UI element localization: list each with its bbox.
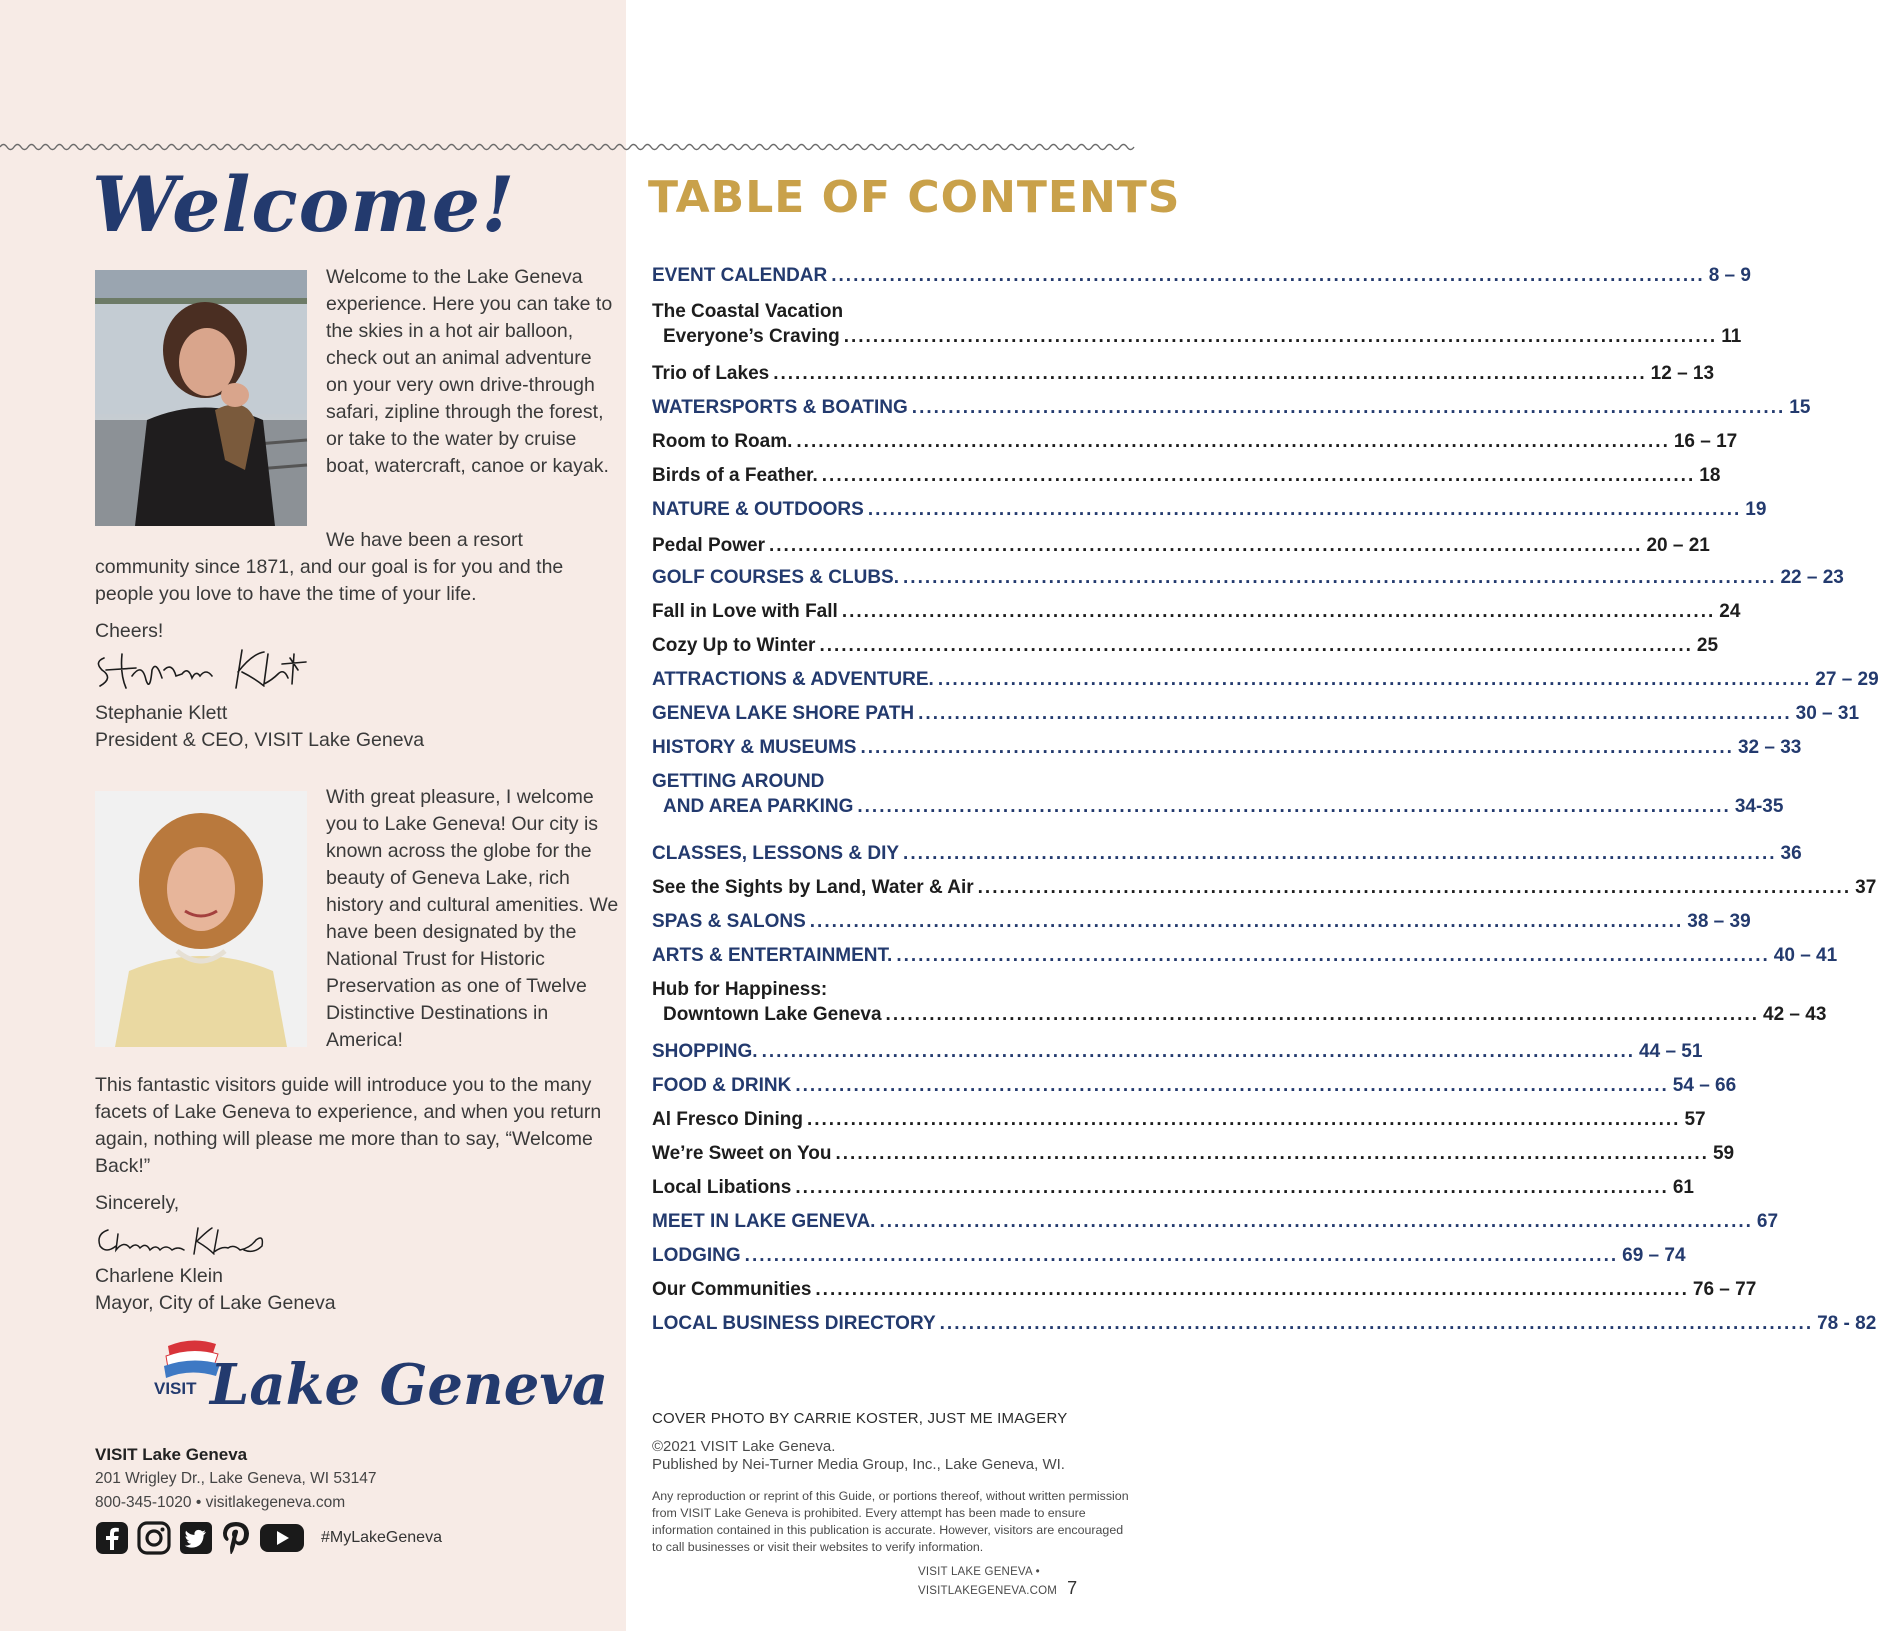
toc-item-page: 20 – 21 <box>1646 535 1710 556</box>
toc-item <box>652 497 1767 522</box>
toc-item <box>652 463 1721 488</box>
toc-leader-dots: ........................................................................................................................ <box>773 363 1647 384</box>
toc-item-page: 54 – 66 <box>1672 1075 1737 1096</box>
toc-item-page: 27 – 29 <box>1815 669 1879 690</box>
toc-item-label-line1: Hub for Happiness: <box>652 979 828 1000</box>
toc-item-label: FOOD & DRINK <box>652 1075 792 1096</box>
toc-leader-dots: ........................................................................................................................ <box>896 945 1770 966</box>
toc-item-page: 76 – 77 <box>1692 1279 1757 1300</box>
toc-item <box>652 1311 1877 1336</box>
toc-item-label: AND AREA PARKING <box>663 796 854 817</box>
disclaimer: Any reproduction or reprint of this Guide, or portions thereof, without written permission from VISIT Lake Geneva is prohibited. Every attempt has been made to ensure information contained in this publication is accurate. However, visitors are encouraged to call businesses or visit their websites to verify information. <box>652 1489 1129 1554</box>
toc-item <box>652 667 1879 692</box>
signer1-title: President & CEO, VISIT Lake Geneva <box>95 729 425 751</box>
toc-leader-dots: ........................................................................................................................ <box>885 1004 1760 1025</box>
footer-site: VISIT LAKE GENEVA • VISITLAKEGENEVA.COM <box>918 1566 1058 1597</box>
toc-item-page: 57 <box>1684 1109 1706 1130</box>
welcome-paragraph-2-start: We have been a resort <box>326 529 523 551</box>
toc-leader-dots: ........................................................................................................................ <box>939 1313 1814 1334</box>
toc-item-page: 69 – 74 <box>1622 1245 1686 1266</box>
toc-leader-dots: ........................................................................................................................ <box>819 635 1693 656</box>
toc-item-label: SHOPPING. <box>652 1041 758 1062</box>
toc-leader-dots: ........................................................................................................................ <box>796 431 1670 452</box>
copyright-block <box>652 1438 1122 1474</box>
toc-leader-dots: ........................................................................................................................ <box>806 1109 1681 1130</box>
toc-item-label: GOLF COURSES & CLUBS. <box>652 567 900 588</box>
toc-leader-dots: ........................................................................................................................ <box>815 1279 1689 1300</box>
toc-item-page: 11 <box>1721 326 1742 347</box>
toc-item-page: 40 – 41 <box>1773 945 1838 966</box>
toc-item-label: MEET IN LAKE GENEVA. <box>652 1211 876 1232</box>
toc-item <box>652 565 1844 590</box>
photo-charlene-klein <box>95 791 307 1047</box>
toc-leader-dots: ........................................................................................................................ <box>809 911 1684 932</box>
toc-item-label: Local Libations <box>652 1177 792 1198</box>
toc-item-page: 34-35 <box>1734 796 1784 817</box>
org-address: 201 Wrigley Dr., Lake Geneva, WI 53147 <box>95 1470 377 1487</box>
youtube-icon[interactable] <box>259 1521 305 1555</box>
toc-item <box>652 533 1710 558</box>
toc-leader-dots: ........................................................................................................................ <box>937 669 1812 690</box>
toc-heading: TABLE OF CONTENTS <box>648 172 1181 223</box>
toc-item-page: 12 – 13 <box>1650 363 1715 384</box>
toc-item <box>652 395 1811 420</box>
toc-item <box>652 1073 1737 1098</box>
toc-item-label: Pedal Power <box>652 535 765 556</box>
toc-item <box>652 1107 1706 1132</box>
toc-item-label: Al Fresco Dining <box>652 1109 803 1130</box>
toc-item-label: Fall in Love with Fall <box>652 601 838 622</box>
toc-item-label: Downtown Lake Geneva <box>663 1004 882 1025</box>
toc-item-label: EVENT CALENDAR <box>652 265 828 286</box>
toc-item-label: LODGING <box>652 1245 741 1266</box>
twitter-icon[interactable] <box>179 1521 213 1555</box>
welcome-heading: Welcome! <box>92 160 516 249</box>
toc-item-label: NATURE & OUTDOORS <box>652 499 864 520</box>
toc-item-label-line1: GETTING AROUND <box>652 771 825 792</box>
social-icons <box>95 1521 442 1555</box>
toc-item-label: Birds of a Feather. <box>652 465 818 486</box>
toc-item-page: 42 – 43 <box>1763 1004 1827 1025</box>
welcome-paragraph-4: This fantastic visitors guide will introduce you to the many facets of Lake Geneva to experience, and when you return again, nothing will please me more than to say, “Welcome Back!” <box>95 1074 602 1177</box>
toc-item <box>652 943 1838 968</box>
toc-item-page: 18 <box>1699 465 1721 486</box>
instagram-icon[interactable] <box>137 1521 171 1555</box>
toc-item-label: HISTORY & MUSEUMS <box>652 737 857 758</box>
signer2-title: Mayor, City of Lake Geneva <box>95 1292 336 1314</box>
signature-charlene-klein <box>94 1220 274 1260</box>
toc-leader-dots: ........................................................................................................................ <box>795 1075 1669 1096</box>
toc-leader-dots: ........................................................................................................................ <box>879 1211 1753 1232</box>
toc-leader-dots: ........................................................................................................................ <box>769 535 1643 556</box>
toc-item-page: 16 – 17 <box>1673 431 1738 452</box>
toc-item-label: SPAS & SALONS <box>652 911 806 932</box>
wavy-divider <box>0 140 1130 154</box>
toc-item <box>652 909 1751 934</box>
toc-item-page: 36 <box>1780 843 1802 864</box>
toc-item-label: Trio of Lakes <box>652 363 770 384</box>
toc-item-label: WATERSPORTS & BOATING <box>652 397 908 418</box>
toc-item <box>652 1277 1757 1302</box>
toc-leader-dots: ........................................................................................................................ <box>860 737 1734 758</box>
closing-cheers: Cheers! <box>95 620 164 642</box>
toc-leader-dots: ........................................................................................................................ <box>744 1245 1619 1266</box>
toc-item <box>652 361 1715 386</box>
visit-lake-geneva-logo <box>152 1332 609 1418</box>
signature-stephanie-klett <box>92 640 312 698</box>
toc-item <box>652 633 1719 658</box>
toc-leader-dots: ........................................................................................................................ <box>761 1041 1636 1062</box>
toc-leader-dots: ........................................................................................................................ <box>911 397 1786 418</box>
toc-item <box>652 429 1738 454</box>
org-contact: 800-345-1020 • visitlakegeneva.com <box>95 1494 346 1511</box>
toc-item-page: 30 – 31 <box>1795 703 1860 724</box>
toc-item-page: 59 <box>1712 1143 1735 1164</box>
toc-item <box>652 1039 1703 1064</box>
toc-leader-dots: ........................................................................................................................ <box>795 1177 1669 1198</box>
welcome-paragraph-1: Welcome to the Lake Geneva experience. Here you can take to the skies in a hot air balloon, check out an animal adventure on your very own drive-through safari, zipline through the forest, or take to the water by cruise boat, watercraft, canoe or kayak. <box>326 266 613 477</box>
toc-item-label: Everyone’s Craving <box>663 326 840 347</box>
logo-visit-text: VISIT <box>154 1379 197 1398</box>
toc-item-label: See the Sights by Land, Water & Air <box>652 877 974 898</box>
toc-item-label: LOCAL BUSINESS DIRECTORY <box>652 1313 936 1334</box>
toc-item-page: 67 <box>1756 1211 1779 1232</box>
toc-item-label: Room to Roam. <box>652 431 793 452</box>
toc-item <box>652 977 1827 1027</box>
toc-item-page: 19 <box>1745 499 1767 520</box>
toc-item <box>652 1243 1686 1268</box>
toc-item <box>652 841 1802 866</box>
hashtag: #MyLakeGeneva <box>321 1529 442 1546</box>
toc-item-label: ARTS & ENTERTAINMENT. <box>652 945 893 966</box>
toc-leader-dots: ........................................................................................................................ <box>831 265 1705 286</box>
toc-item-page: 25 <box>1696 635 1719 656</box>
toc-item <box>652 735 1802 760</box>
photo-stephanie-klett <box>95 270 307 526</box>
welcome-paragraph-2: community since 1871, and our goal is for you and the people you love to have the time of your life. <box>95 556 564 605</box>
page-footer <box>918 1566 1200 1599</box>
logo-lake-geneva-text: Lake Geneva <box>210 1352 609 1418</box>
toc-leader-dots: ........................................................................................................................ <box>821 465 1696 486</box>
toc-item <box>652 1175 1694 1200</box>
toc-item-page: 38 – 39 <box>1687 911 1751 932</box>
toc-item-label: We’re Sweet on You <box>652 1143 832 1164</box>
toc-leader-dots: ........................................................................................................................ <box>903 567 1777 588</box>
toc-leader-dots: ........................................................................................................................ <box>841 601 1716 622</box>
toc-item <box>652 299 1742 349</box>
toc-item-page: 37 <box>1855 877 1877 898</box>
toc-item <box>652 769 1784 819</box>
cover-photo-credit: COVER PHOTO BY CARRIE KOSTER, JUST ME IMAGERY <box>652 1410 1068 1427</box>
toc-leader-dots: ........................................................................................................................ <box>918 703 1792 724</box>
toc-item-label: Cozy Up to Winter <box>652 635 816 656</box>
toc-item-page: 24 <box>1719 601 1741 622</box>
signer1-name: Stephanie Klett <box>95 702 228 724</box>
toc-item-page: 22 – 23 <box>1780 567 1844 588</box>
closing-sincerely: Sincerely, <box>95 1192 180 1214</box>
publisher-line: Published by Nei-Turner Media Group, Inc., Lake Geneva, WI. <box>652 1456 1065 1473</box>
toc-item <box>652 1209 1779 1234</box>
toc-leader-dots: ........................................................................................................................ <box>903 843 1777 864</box>
toc-leader-dots: ........................................................................................................................ <box>843 326 1718 347</box>
toc-item <box>652 875 1877 900</box>
toc-item-page: 8 – 9 <box>1708 265 1751 286</box>
toc-item <box>652 701 1860 726</box>
toc-item-label: CLASSES, LESSONS & DIY <box>652 843 900 864</box>
page-number: 7 <box>1067 1578 1078 1598</box>
welcome-paragraph-3: With great pleasure, I welcome you to Lake Geneva! Our city is known across the globe for the beauty of Geneva Lake, rich history and cultural amenities. We have been designated by the National Trust for Historic Preservation as one of Twelve Distinctive Destinations in America! <box>326 786 619 1051</box>
facebook-icon[interactable] <box>95 1521 129 1555</box>
signer2-name: Charlene Klein <box>95 1265 223 1287</box>
toc-item <box>652 263 1751 288</box>
copyright-line: ©2021 VISIT Lake Geneva. <box>652 1438 836 1455</box>
pinterest-icon[interactable] <box>221 1521 251 1555</box>
toc-item <box>652 1141 1735 1166</box>
toc-leader-dots: ........................................................................................................................ <box>857 796 1731 817</box>
toc-leader-dots: ........................................................................................................................ <box>835 1143 1709 1164</box>
toc-item-label-line1: The Coastal Vacation <box>652 301 844 322</box>
toc-item <box>652 599 1741 624</box>
org-name: VISIT Lake Geneva <box>95 1445 248 1464</box>
toc-item-label: GENEVA LAKE SHORE PATH <box>652 703 915 724</box>
toc-item-page: 44 – 51 <box>1639 1041 1703 1062</box>
toc-item-page: 61 <box>1672 1177 1694 1198</box>
toc-item-label: Our Communities <box>652 1279 812 1300</box>
toc-item-label: ATTRACTIONS & ADVENTURE. <box>652 669 934 690</box>
toc-item-page: 15 <box>1789 397 1811 418</box>
toc-item-page: 78 - 82 <box>1817 1313 1877 1334</box>
toc-item-page: 32 – 33 <box>1737 737 1802 758</box>
toc-leader-dots: ........................................................................................................................ <box>867 499 1742 520</box>
toc-leader-dots: ........................................................................................................................ <box>977 877 1852 898</box>
